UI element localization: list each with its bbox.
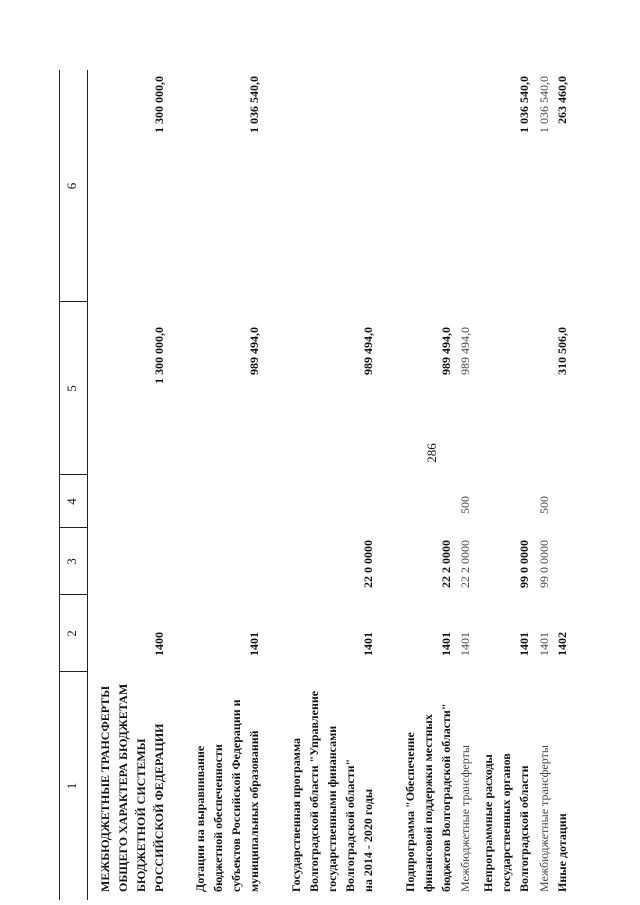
cell-section-code: 1401 [439, 632, 453, 656]
row-label-line: Подпрограмма "Обеспечение [403, 732, 417, 892]
row-label-line: государственных органов [499, 753, 513, 892]
row-label-line: Волгоградской области" [343, 758, 357, 892]
cell-section-code: 1400 [152, 632, 166, 656]
cell-amount-col5: 310 506,0 [555, 327, 569, 375]
cell-section-code: 1402 [555, 632, 569, 656]
row-label-line: государственными финансами [325, 725, 339, 892]
col-header-6: 6 [64, 182, 79, 190]
row-label-line: Межбюджетные трансферты [458, 745, 472, 892]
col-header-4: 4 [64, 498, 79, 505]
cell-target-code: 22 2 0000 [439, 540, 453, 588]
col-header-3: 3 [64, 558, 79, 565]
row-label-line: ОБЩЕГО ХАРАКТЕРА БЮДЖЕТАМ [116, 683, 130, 892]
table-top-rule [59, 70, 60, 900]
row-label-line: Иные дотации [555, 813, 569, 892]
cell-amount-col5: 989 494,0 [439, 327, 453, 375]
row-label-line: бюджетной обеспеченности [211, 744, 225, 892]
row-label-line: БЮДЖЕТНОЙ СИСТЕМЫ [134, 738, 148, 892]
cell-amount-col6: 1 036 540,0 [517, 76, 531, 133]
row-label-line: Государственная программа [289, 737, 303, 892]
cell-section-code: 1401 [458, 632, 472, 656]
row-label-line: бюджетов Волгоградской области" [439, 703, 453, 892]
row-label-line: на 2014 - 2020 годы [361, 788, 375, 892]
cell-expense-type: 500 [537, 496, 551, 514]
row-label-line: муниципальных образований [247, 730, 261, 892]
col-header-2: 2 [64, 630, 79, 637]
cell-section-code: 1401 [517, 632, 531, 656]
row-label-line: Волгоградской области "Управление [307, 690, 321, 892]
cell-target-code: 22 0 0000 [361, 540, 375, 588]
cell-amount-col6: 1 036 540,0 [537, 76, 551, 133]
cell-target-code: 22 2 0000 [458, 540, 472, 588]
cell-section-code: 1401 [361, 632, 375, 656]
row-label-line: Непрограммные расходы [481, 754, 495, 892]
cell-section-code: 1401 [247, 632, 261, 656]
row-label-line: финансовой поддержки местных [421, 714, 435, 892]
cell-expense-type: 500 [458, 496, 472, 514]
row-label-line: МЕЖБЮДЖЕТНЫЕ ТРАНСФЕРТЫ [98, 685, 112, 892]
col-header-1: 1 [64, 782, 79, 790]
row-label-line: РОССИЙСКОЙ ФЕДЕРАЦИИ [152, 723, 166, 892]
cell-amount-col6: 263 460,0 [555, 76, 569, 124]
header-bottom-rule [87, 70, 88, 900]
cell-amount-col6: 1 300 000,0 [152, 76, 166, 133]
cell-amount-col5: 989 494,0 [361, 327, 375, 375]
cell-amount-col6: 1 036 540,0 [247, 76, 261, 133]
col-header-5: 5 [64, 385, 79, 392]
cell-amount-col5: 1 300 000,0 [152, 327, 166, 384]
row-label-line: Дотации на выравнивание [193, 745, 207, 892]
cell-amount-col5: 989 494,0 [458, 327, 472, 375]
row-label-line: субъектов Российской Федерации и [229, 699, 243, 892]
cell-amount-col5: 989 494,0 [247, 327, 261, 375]
row-label-line: Межбюджетные трансферты [537, 745, 551, 892]
budget-table [59, 70, 589, 900]
page-number: 286 [424, 443, 439, 463]
cell-target-code: 99 0 0000 [517, 540, 531, 588]
row-label-line: Волгоградской области [517, 765, 531, 892]
cell-section-code: 1401 [537, 632, 551, 656]
cell-target-code: 99 0 0000 [537, 540, 551, 588]
